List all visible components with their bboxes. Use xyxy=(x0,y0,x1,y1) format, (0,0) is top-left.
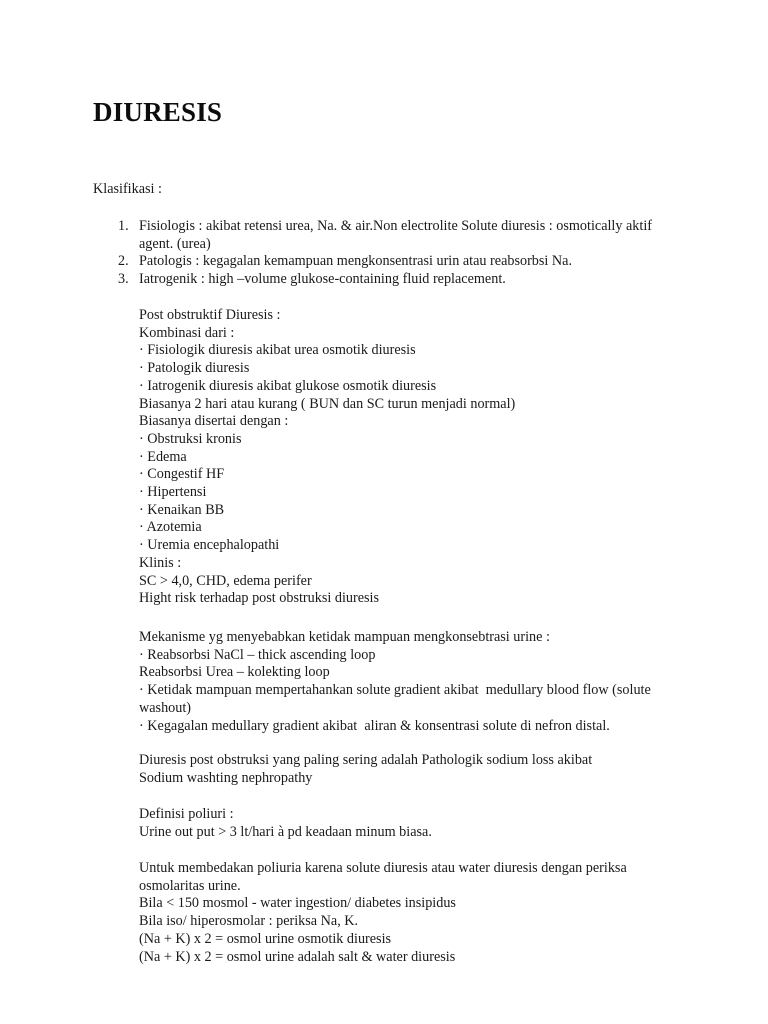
bullet-item: · Reabsorbsi NaCl – thick ascending loop xyxy=(139,647,699,665)
list-number: 2. xyxy=(118,253,129,270)
klasifikasi-label: Klasifikasi : xyxy=(93,181,162,197)
durasi-text: Biasanya 2 hari atau kurang ( BUN dan SC turun menjadi normal) xyxy=(139,395,516,412)
list-item xyxy=(118,271,678,289)
page-title: DIURESIS xyxy=(93,97,223,127)
klinis-text: SC > 4,0, CHD, edema perifer xyxy=(139,572,312,589)
kombinasi-label: Kombinasi dari : xyxy=(139,324,235,341)
post-obstruktif-section xyxy=(139,307,699,608)
bullet-item: · Hipertensi xyxy=(139,484,699,502)
list-item xyxy=(118,218,678,253)
mekanisme-section xyxy=(139,629,699,735)
bullet-item: · Obstruksi kronis xyxy=(139,431,699,449)
bullet-item: · Kenaikan BB xyxy=(139,502,699,520)
section-heading: Mekanisme yg menyebabkan ketidak mampuan mengkonsebtrasi urine : xyxy=(139,629,550,645)
bullet-item: · Patologik diuresis xyxy=(139,360,699,378)
formula-line: (Na + K) x 2 = osmol urine adalah salt & water diuresis xyxy=(139,948,456,965)
paragraph-text: Diuresis post obstruksi yang paling sering adalah Pathologik sodium loss akibat Sodium washting nephropathy xyxy=(139,752,596,786)
membedakan-section xyxy=(139,860,679,966)
formula-line: (Na + K) x 2 = osmol urine osmotik diuresis xyxy=(139,930,392,947)
bullet-item: · Congestif HF xyxy=(139,466,699,484)
list-item xyxy=(118,253,678,271)
definisi-text: Urine out put > 3 lt/hari à pd keadaan minum biasa. xyxy=(139,823,432,840)
bullet-item: · Edema xyxy=(139,449,699,467)
risk-text: Hight risk terhadap post obstruksi diuresis xyxy=(139,590,379,607)
list-text: Patologis : kegagalan kemampuan mengkonsentrasi urin atau reabsorbsi Na. xyxy=(139,253,572,270)
bullet-item: · Ketidak mampuan mempertahankan solute gradient akibat medullary blood flow (solute washout) xyxy=(139,682,699,717)
list-text: Fisiologis : akibat retensi urea, Na. & air.Non electrolite Solute diuresis : osmotically aktif agent. (urea) xyxy=(139,218,653,252)
bullet-item: · Kegagalan medullary gradient akibat aliran & konsentrasi solute di nefron distal. xyxy=(139,718,699,736)
klasifikasi-list xyxy=(118,218,678,289)
definisi-section xyxy=(139,806,699,841)
list-number: 1. xyxy=(118,218,129,234)
list-text: Iatrogenik : high –volume glukose-containing fluid replacement. xyxy=(139,271,506,288)
bullet-item: · Iatrogenik diuresis akibat glukose osmotik diuresis xyxy=(139,378,699,396)
section-heading: Definisi poliuri : xyxy=(139,806,234,822)
klinis-label: Klinis : xyxy=(139,554,182,571)
bullet-item: · Fisiologik diuresis akibat urea osmotik diuresis xyxy=(139,342,699,360)
criteria-line: Bila iso/ hiperosmolar : periksa Na, K. xyxy=(139,913,359,930)
section-heading: Post obstruktif Diuresis : xyxy=(139,307,281,323)
criteria-line: Bila < 150 mosmol - water ingestion/ diabetes insipidus xyxy=(139,895,456,912)
intro-text: Untuk membedakan poliuria karena solute diuresis atau water diuresis dengan periksa osmolaritas urine. xyxy=(139,860,631,894)
bullet-item: · Azotemia xyxy=(139,519,699,537)
list-number: 3. xyxy=(118,271,129,288)
disertai-label: Biasanya disertai dengan : xyxy=(139,413,289,430)
diuresis-post-section xyxy=(139,752,639,787)
bullet-item: · Uremia encephalopathi xyxy=(139,537,699,555)
continuation-text: Reabsorbsi Urea – kolekting loop xyxy=(139,664,330,681)
